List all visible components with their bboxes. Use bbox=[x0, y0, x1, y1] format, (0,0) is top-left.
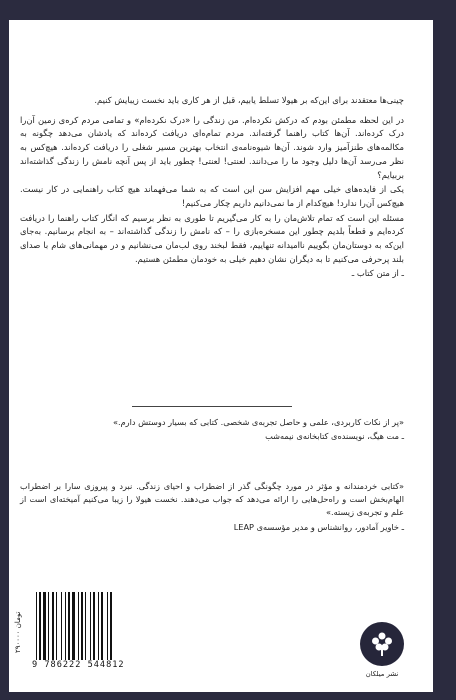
excerpt-paragraph-4: مسئله این است که تمام تلاش‌مان را به کار می‌گیریم تا طوری به نظر برسیم که انگار کتاب راهنما را دریافت کرده‌ایم و قطعاً بلدیم چطور این مسخره‌بازی را – که نامش را زندگی گذاشته‌اند – به انجام برسانیم. به‌جای این‌که به دوستان‌مان بگوییم ناامیدانه تنهاییم، فقط لبخند روی لب‌مان می‌نشانیم و در مهمانی‌های شام با صدای بلند پرحرفی می‌کنیم تا به دیگران نشان دهیم خیلی به خودمان مطمئن هستیم. bbox=[20, 212, 404, 264]
barcode-block bbox=[14, 588, 140, 676]
publisher-logo bbox=[360, 622, 404, 666]
excerpt-paragraph-3: یکی از فایده‌های خیلی مهم افزایش سن این است که به شما می‌فهماند هیچ کتاب راهنمایی در کار نیست. هیچ‌کس آن‌را ندارد! هیچ‌کدام از ما نمی‌دانیم داریم چکار می‌کنیم! bbox=[20, 184, 404, 208]
review-attribution: ـ خاویر آمادور، روانشناس و مدیر مؤسسه‌ی LEAP bbox=[233, 521, 404, 532]
review-blurb-1 bbox=[20, 416, 404, 444]
section-divider bbox=[132, 406, 292, 407]
barcode-bar bbox=[48, 592, 49, 660]
excerpt-paragraph-2: در این لحظه مطمئن بودم که درکش نکرده‌ام. من زندگی را «درک نکرده‌ام» و تمامی مردم کره‌ی زمین آن‌را درک کرده‌اند. آن‌ها کتاب راهنما گرفته‌اند. مردم تمام‌ه‌ای دریافت کرده‌اند که یادشان می‌دهد چگونه به مکالمه‌های طنزآمیز وارد شوند. آن‌ها شیوه‌نامه‌ی انتخاب بهترین مسیر شغلی را دریافت کرده‌اند. هیچ‌کس به نظر می‌رسد آن‌ها دلیل وجود ما را می‌دانند. لعنتی! لعنتی! چطور باید از پس آنچه نامش را زندگی گذاشته‌اند بربیایم؟ bbox=[20, 114, 404, 180]
review-quote: «پر از نکات کاربردی، علمی و حاصل تجربه‌ی شخصی. کتابی که بسیار دوستش دارم.» bbox=[112, 417, 404, 427]
review-blurb-2 bbox=[20, 480, 404, 535]
barcode-bar bbox=[93, 592, 95, 660]
price-label: ۲۹۰۰۰۰ تومان bbox=[14, 611, 22, 653]
book-excerpt bbox=[20, 94, 404, 282]
tree-icon bbox=[360, 622, 404, 666]
barcode-bar bbox=[68, 592, 70, 660]
barcode-bar bbox=[107, 592, 108, 660]
publisher-name: نشر میلکان bbox=[365, 670, 399, 678]
barcode-bars bbox=[36, 592, 130, 660]
barcode-bar bbox=[81, 592, 83, 660]
barcode-bar bbox=[36, 592, 37, 660]
excerpt-signature: ـ از متن کتاب ـ bbox=[351, 268, 404, 279]
barcode-bar bbox=[43, 592, 46, 660]
barcode-bar bbox=[39, 592, 41, 660]
barcode-bar bbox=[98, 592, 99, 660]
barcode-bar bbox=[72, 592, 75, 660]
barcode-bar bbox=[110, 592, 112, 660]
barcode-bar bbox=[90, 592, 91, 660]
barcode-bar bbox=[78, 592, 79, 660]
barcode-bar bbox=[65, 592, 66, 660]
barcode-bar bbox=[85, 592, 86, 660]
review-attribution: ـ مت هیگ، نویسنده‌ی کتابخانه‌ی نیمه‌شب bbox=[265, 431, 404, 442]
barcode-bar bbox=[61, 592, 62, 660]
excerpt-paragraph-1: چینی‌ها معتقدند برای این‌که بر هیولا تسلط یابیم، قبل از هر کاری باید نخست زیبایش کنیم. bbox=[94, 95, 404, 105]
isbn-number: 9 786222 544812 bbox=[32, 660, 125, 670]
barcode-bar bbox=[52, 592, 54, 660]
review-quote: «کتابی خردمندانه و مؤثر در مورد چگونگی گذر از اضطراب و احیای زندگی. نبرد و پیروزی سارا بر اضطراب الهام‌بخش است و راه‌حل‌هایی را ارائه می‌دهد که جواب می‌دهند. نخست هیولا را زیبا می‌کنیم آمیخته‌ای است از علم و تجربه‌ی زیسته.» bbox=[20, 481, 404, 518]
barcode-bar bbox=[101, 592, 103, 660]
barcode-bar bbox=[56, 592, 57, 660]
